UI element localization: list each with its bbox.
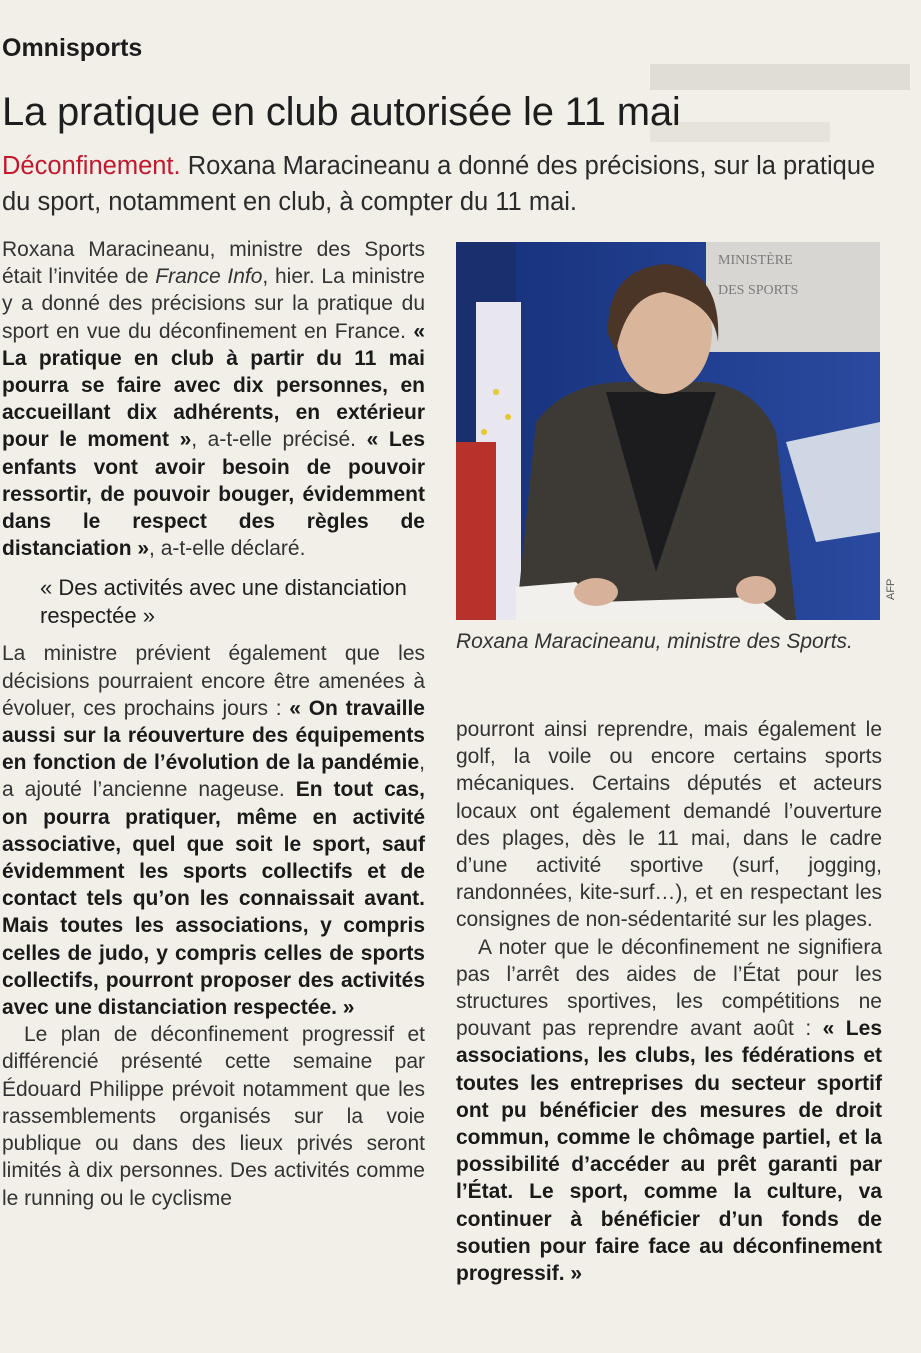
section-kicker: Omnisports [2,34,143,62]
text: La ministre prévient également que les décisions pourraient encore être amenées à évoluer, ces prochains jours : [2,642,425,720]
quote: « Les associations, les clubs, les fédérations et toutes les entreprises du secteur sportif ont pu bénéficier des mesures de droit commun, comme le chômage partiel, et la possibilité d’accéder au prêt garanti par l’État. Le sport, comme la culture, va continuer à bénéficier d’un fonds de soutien pour faire face au déconfinement progressif. » [456,1017,882,1286]
paragraph [2,640,425,1021]
intro-lead: Déconfinement. [2,152,181,180]
quote: « On travaille aussi sur la réouverture des équipements en fonction de l’évolution de la pandémie [2,696,425,775]
photo-caption: Roxana Maracineanu, ministre des Sports. [456,630,853,653]
text: , a ajouté l’ancienne nageuse. [2,751,425,802]
photo-credit: AFP [885,578,897,600]
media-name: France Info [155,265,263,289]
article-column-2 [456,716,882,1287]
text: , a-t-elle précisé. [191,428,367,452]
backdrop-text: DES SPORTS [718,283,799,298]
article-column-1 [2,236,425,1212]
intro-text: Roxana Maracineanu a donné des précisions, sur la pratique du sport, notamment en club, à compter du 11 mai. [2,152,876,216]
photo-illustration [456,242,880,620]
text: , hier. La ministre y a donné des précisions sur la pratique du sport en vue du déconfinement en France. [2,265,425,343]
text: , a-t-elle déclaré. [149,537,306,561]
text: Roxana Maracineanu, ministre des Sports était l’invitée de [2,238,425,289]
headline: La pratique en club autorisée le 11 mai [2,90,681,134]
paragraph [2,236,425,562]
quote: « Les enfants vont avoir besoin de pouvoir ressortir, de pouvoir bouger, évidemment dans le respect des règles de distanciation » [2,428,426,561]
quote: « La pratique en club à partir du 11 mai pourra se faire avec dix personnes, en accueillant dix adhérents, en extérieur pour le moment » [2,319,425,452]
backdrop-text: MINISTÈRE [718,253,793,268]
paragraph: Le plan de déconfinement progressif et différencié présenté cette semaine par Édouard Philippe prévoit notamment que les rassemblements organisés sur la voie publique ou dans des lieux privés seront limités à dix personnes. Des activités comme le running ou le cyclisme [2,1023,425,1210]
paragraph [456,934,882,1288]
subheading: « Des activités avec une distanciation respectée » [40,575,407,629]
text: A noter que le déconfinement ne signifiera pas l’arrêt des aides de l’État pour les structures sportives, les compétitions ne pouvant pas reprendre avant août : [456,935,882,1041]
paragraph: pourront ainsi reprendre, mais également le golf, la voile ou encore certains sports mécaniques. Certains députés et acteurs locaux ont également demandé l’ouverture des plages, dès le 11 mai, dans le cadre d’une activité sportive (surf, jogging, randonnées, kite-surf…), et en respectant les consignes de non-sédentarité sur les plages. [456,718,882,932]
intro-standfirst [2,148,882,220]
article-photo [456,242,880,620]
quote: En tout cas, on pourra pratiquer, même en activité associative, quel que soit le sport, sauf évidemment les sports collectifs et de contact tels qu’on les connaissait avant. Mais toutes les associations, y compris celles de judo, y compris celles de sports collectifs, pourront proposer des activités avec une distanciation respectée. » [2,778,425,1020]
